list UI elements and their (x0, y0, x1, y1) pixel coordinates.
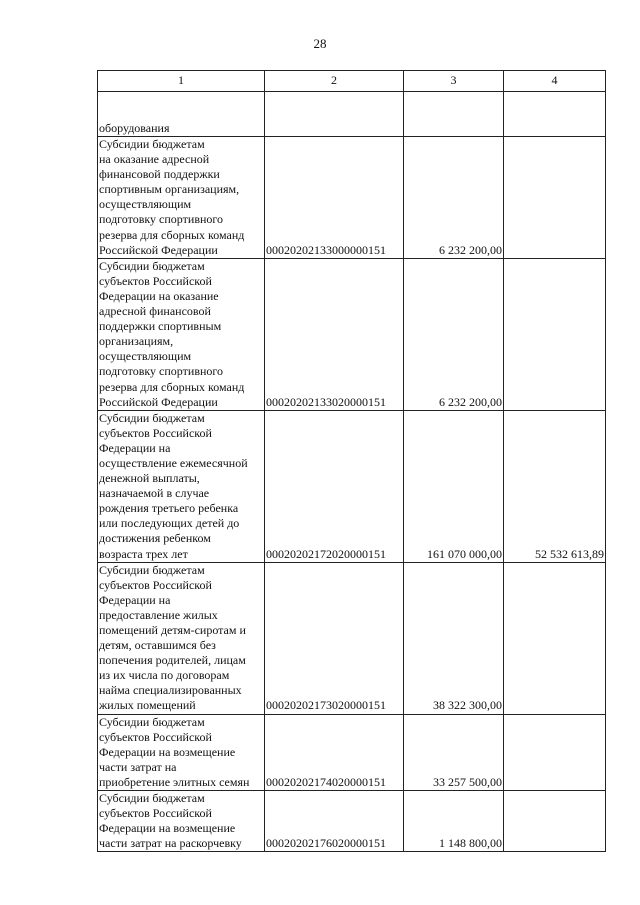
row-value-3: 33 257 500,00 (404, 714, 504, 790)
column-header-4: 4 (504, 71, 606, 92)
table-row (98, 92, 606, 137)
row-value-3: 38 322 300,00 (404, 562, 504, 714)
row-description-text: Субсидии бюджетам субъектов Российской Федерации на оказание адресной финансовой поддержки спортивным организациям, осуществляющим подготовку спортивного резерва для сборных команд Российской Федерации (99, 258, 245, 409)
row-description (98, 562, 265, 714)
row-code: 00020202133020000151 (265, 258, 404, 410)
row-description (98, 410, 265, 562)
row-code (265, 92, 404, 137)
table-row (98, 258, 606, 410)
row-value-4 (504, 714, 606, 790)
row-value-4: 52 532 613,89 (504, 410, 606, 562)
row-code: 00020202133000000151 (265, 137, 404, 259)
column-header-1: 1 (98, 71, 265, 92)
table-row (98, 714, 606, 790)
column-header-3: 3 (404, 71, 504, 92)
row-description (98, 137, 265, 259)
row-value-4 (504, 562, 606, 714)
row-description-text: Субсидии бюджетам на оказание адресной финансовой поддержки спортивным организациям, осуществляющим подготовку спортивного резерва для сборных команд Российской Федерации (99, 137, 245, 257)
row-description-text: Субсидии бюджетам субъектов Российской Федерации на возмещение части затрат на раскорчевку (99, 791, 242, 851)
table-row (98, 562, 606, 714)
row-description (98, 258, 265, 410)
column-header-2: 2 (265, 71, 404, 92)
table-row (98, 410, 606, 562)
row-description-text: оборудования (99, 120, 170, 135)
row-description (98, 791, 265, 852)
row-value-4 (504, 92, 606, 137)
row-description (98, 714, 265, 790)
budget-table (97, 70, 606, 852)
table-row (98, 791, 606, 852)
row-value-3: 6 232 200,00 (404, 137, 504, 259)
row-code: 00020202172020000151 (265, 410, 404, 562)
row-value-4 (504, 791, 606, 852)
row-description-text: Субсидии бюджетам субъектов Российской Федерации на возмещение части затрат на приобретение элитных семян (99, 714, 250, 789)
row-value-4 (504, 258, 606, 410)
row-description (98, 92, 265, 137)
row-code: 00020202173020000151 (265, 562, 404, 714)
row-description-text: Субсидии бюджетам субъектов Российской Федерации на предоставление жилых помещений детям-сиротам и детям, оставшимся без попечения родителей, лицам из их числа по договорам найма специализированных жилых помещений (99, 562, 246, 713)
row-description-text: Субсидии бюджетам субъектов Российской Федерации на осуществление ежемесячной денежной выплаты, назначаемой в случае рождения третьего ребенка или последующих детей до достижения ребенком возраста трех лет (99, 410, 248, 561)
row-code: 00020202176020000151 (265, 791, 404, 852)
row-value-3: 6 232 200,00 (404, 258, 504, 410)
header-row (98, 71, 606, 92)
row-value-4 (504, 137, 606, 259)
row-code: 00020202174020000151 (265, 714, 404, 790)
table-row (98, 137, 606, 259)
row-value-3 (404, 92, 504, 137)
page-number: 28 (313, 36, 327, 51)
row-value-3: 161 070 000,00 (404, 410, 504, 562)
row-value-3: 1 148 800,00 (404, 791, 504, 852)
